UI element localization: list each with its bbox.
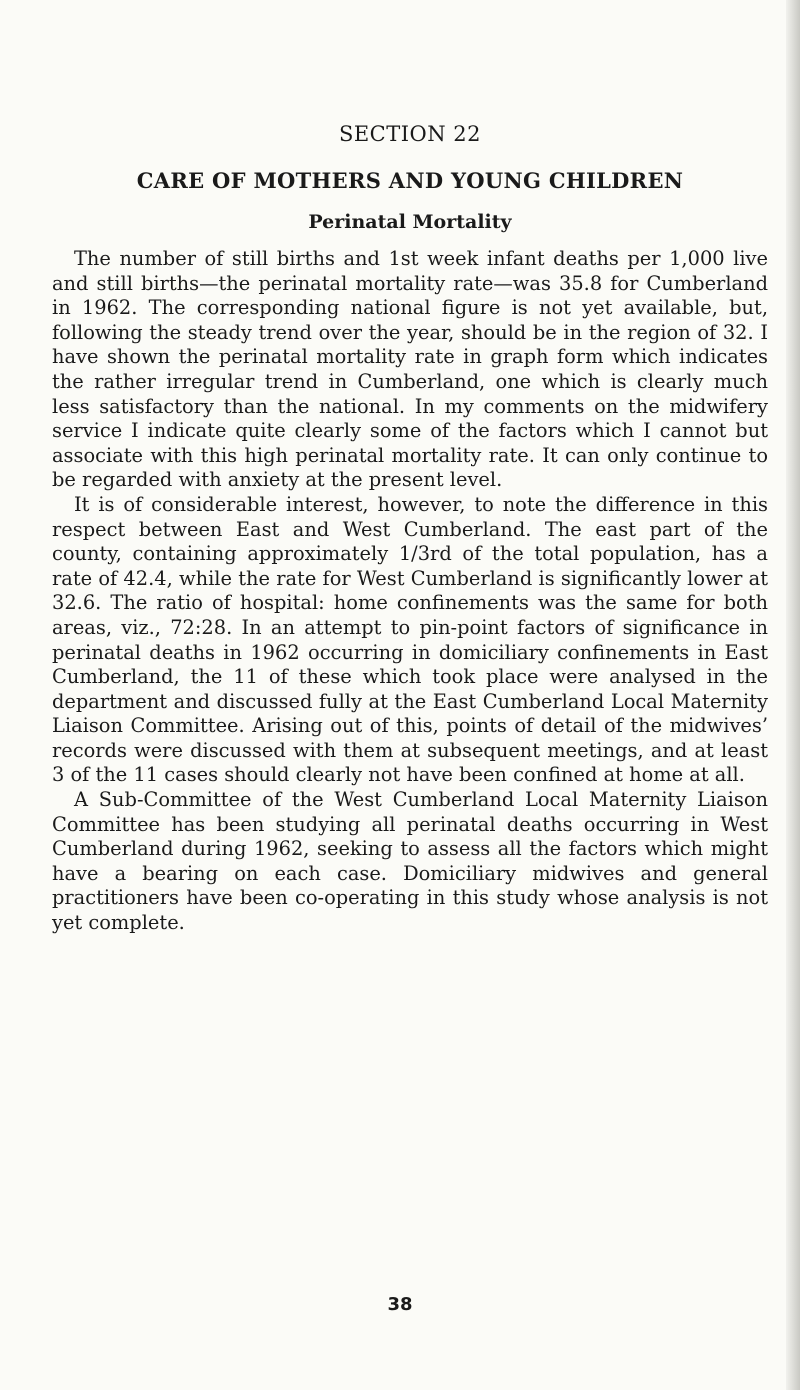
paragraph-1: The number of still births and 1st week infant deaths per 1,000 live and still births—the perinatal mortality rate—was 35.8 for Cumberland in 1962. The corresponding national figure is not yet available, but, following the steady trend over the year, should be in the region of 32. I have shown the perinatal mortality rate in graph form which indicates the rather irregular trend in Cumberland, one which is clearly much less satisfactory than the national. In my comments on the midwifery service I indicate quite clearly some of the factors which I cannot but associate with this high perinatal mortality rate. It can only continue to be regarded with anxiety at the present level. [52, 247, 768, 492]
page-title: CARE OF MOTHERS AND YOUNG CHILDREN [136, 168, 684, 193]
page-number: 38 [387, 1294, 413, 1315]
subsection-title: Perinatal Mortality [308, 211, 512, 233]
document-body [52, 122, 768, 936]
page-edge [786, 0, 800, 1390]
section-heading: SECTION 22 [338, 122, 482, 146]
paragraph-2: It is of considerable interest, however, to note the difference in this respect between East and West Cumberland. The east part of the county, containing approximately 1/3rd of the total population, has a rate of 42.4, while the rate for West Cumberland is significantly lower at 32.6. The ratio of hospital: home confinements was the same for both areas, viz., 72:28. In an attempt to pin-point factors of significance in perinatal deaths in 1962 occurring in domiciliary confinements in East Cumberland, the 11 of these which took place were analysed in the department and discussed fully at the East Cumberland Local Maternity Liaison Committee. Arising out of this, points of detail of the midwives’ records were discussed with them at subsequent meetings, and at least 3 of the 11 cases should clearly not have been confined at home at all. [52, 492, 768, 787]
paragraph-3: A Sub-Committee of the West Cumberland Local Maternity Liaison Committee has been studying all perinatal deaths occurring in West Cumberland during 1962, seeking to assess all the factors which might have a bearing on each case. Domiciliary midwives and general practitioners have been co-operating in this study whose analysis is not yet complete. [52, 788, 768, 935]
